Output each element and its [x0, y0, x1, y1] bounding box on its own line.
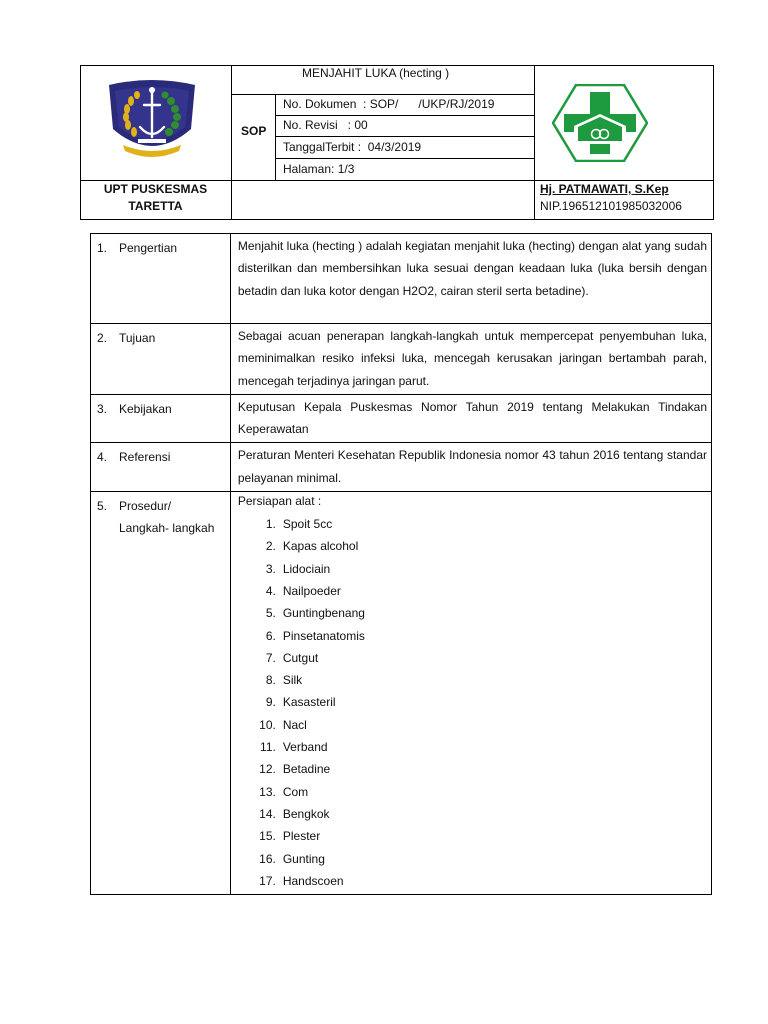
list-item	[238, 691, 707, 713]
list-item-text: Gunting	[282, 851, 325, 866]
list-item-text: Lidociain	[282, 561, 331, 576]
list-item	[238, 781, 707, 803]
issue-date: TanggalTerbit : 04/3/2019	[283, 140, 422, 154]
list-item-number: 2.	[265, 539, 276, 554]
section-text: Sebagai acuan penerapan langkah-langkah untuk mempercepat penyembuhan luka, meminimalkan resiko infeksi luka, mencegah kerusakan jaringan bertambah parah, mencegah terjadinya jaringan parut.	[230, 324, 711, 395]
signer-nip: NIP.196512101985032006	[540, 199, 682, 213]
section-text: Peraturan Menteri Kesehatan Republik Indonesia nomor 43 tahun 2016 tentang standar pelayanan minimal.	[230, 443, 711, 492]
list-item	[238, 714, 707, 736]
section-label: 2. Tujuan	[91, 324, 231, 395]
list-item	[238, 580, 707, 602]
list-item	[238, 602, 707, 624]
list-item	[238, 513, 707, 535]
list-item-text: Kasasteril	[282, 695, 336, 710]
list-item-number: 16.	[259, 851, 276, 866]
list-item-number: 13.	[259, 784, 276, 799]
list-item-number: 9.	[265, 695, 276, 710]
list-item	[238, 669, 707, 691]
equipment-list	[238, 513, 707, 892]
procedure-content	[230, 492, 711, 895]
list-item-text: Handscoen	[282, 873, 344, 888]
section-label: 4. Referensi	[91, 443, 231, 492]
section-text: Keputusan Kepala Puskesmas Nomor Tahun 2019 tentang Melakukan Tindakan Keperawatan	[230, 394, 711, 443]
list-item	[238, 870, 707, 892]
list-item-number: 4.	[265, 583, 276, 598]
list-item-number: 7.	[265, 650, 276, 665]
puskesmas-cross-icon	[552, 84, 648, 162]
signer-name: Hj. PATMAWATI, S.Kep	[540, 182, 669, 196]
list-item-text: Com	[282, 784, 309, 799]
section-text: Menjahit luka (hecting ) adalah kegiatan menjahit luka (hecting) dengan alat yang sudah disterilkan dan membersihkan luka sesuai dengan keadaan luka (luka bersih dengan betadin dan luka kotor dengan H2O2, cairan steril serta betadine).	[230, 234, 711, 324]
table-row	[91, 234, 712, 324]
section-label: 5. Prosedur/ Langkah- langkah	[91, 492, 231, 895]
list-item-text: Pinsetanatomis	[282, 628, 365, 643]
list-item	[238, 558, 707, 580]
list-item-text: Nacl	[282, 717, 307, 732]
list-item-number: 15.	[259, 829, 276, 844]
list-item-text: Nailpoeder	[282, 583, 341, 598]
list-item-text: Kapas alcohol	[282, 539, 359, 554]
list-item-number: 11.	[260, 740, 276, 755]
list-item-number: 6.	[265, 628, 276, 643]
list-item	[238, 535, 707, 557]
list-item-number: 3.	[265, 561, 276, 576]
list-item-text: Spoit 5cc	[282, 517, 333, 532]
list-item-text: Betadine	[282, 762, 331, 777]
list-item-number: 1.	[265, 517, 276, 532]
list-item-number: 12.	[259, 762, 276, 777]
list-item	[238, 803, 707, 825]
list-item-number: 5.	[265, 606, 276, 621]
section-label: 1. Pengertian	[91, 234, 231, 324]
table-row	[91, 492, 712, 895]
procedure-intro: Persiapan alat :	[237, 494, 322, 509]
sop-content-table	[90, 233, 712, 895]
table-row	[91, 443, 712, 492]
page-number: Halaman: 1/3	[283, 162, 355, 176]
list-item	[238, 758, 707, 780]
list-item-text: Guntingbenang	[282, 606, 365, 621]
org-name-line2: TARETTA	[128, 199, 183, 213]
document-title: MENJAHIT LUKA (hecting )	[302, 66, 450, 80]
list-item-text: Cutgut	[282, 650, 319, 665]
table-row	[91, 394, 712, 443]
org-name-line1: UPT PUSKESMAS	[103, 182, 208, 196]
sop-label: SOP	[241, 124, 267, 138]
doc-number: No. Dokumen : SOP/ /UKP/RJ/2019	[283, 97, 495, 111]
section-label: 3. Kebijakan	[91, 394, 231, 443]
list-item-number: 10.	[259, 717, 276, 732]
list-item-number: 8.	[265, 673, 276, 688]
list-item-text: Plester	[282, 829, 321, 844]
list-item	[238, 647, 707, 669]
revision-number: No. Revisi : 00	[283, 118, 368, 132]
list-item	[238, 848, 707, 870]
list-item-number: 14.	[259, 806, 276, 821]
list-item	[238, 825, 707, 847]
list-item	[238, 736, 707, 758]
list-item-text: Verband	[282, 740, 328, 755]
list-item-number: 17.	[259, 873, 276, 888]
list-item-text: Bengkok	[282, 806, 330, 821]
list-item	[238, 625, 707, 647]
regency-crest-icon	[105, 79, 199, 161]
table-row	[91, 324, 712, 395]
list-item-text: Silk	[282, 673, 303, 688]
